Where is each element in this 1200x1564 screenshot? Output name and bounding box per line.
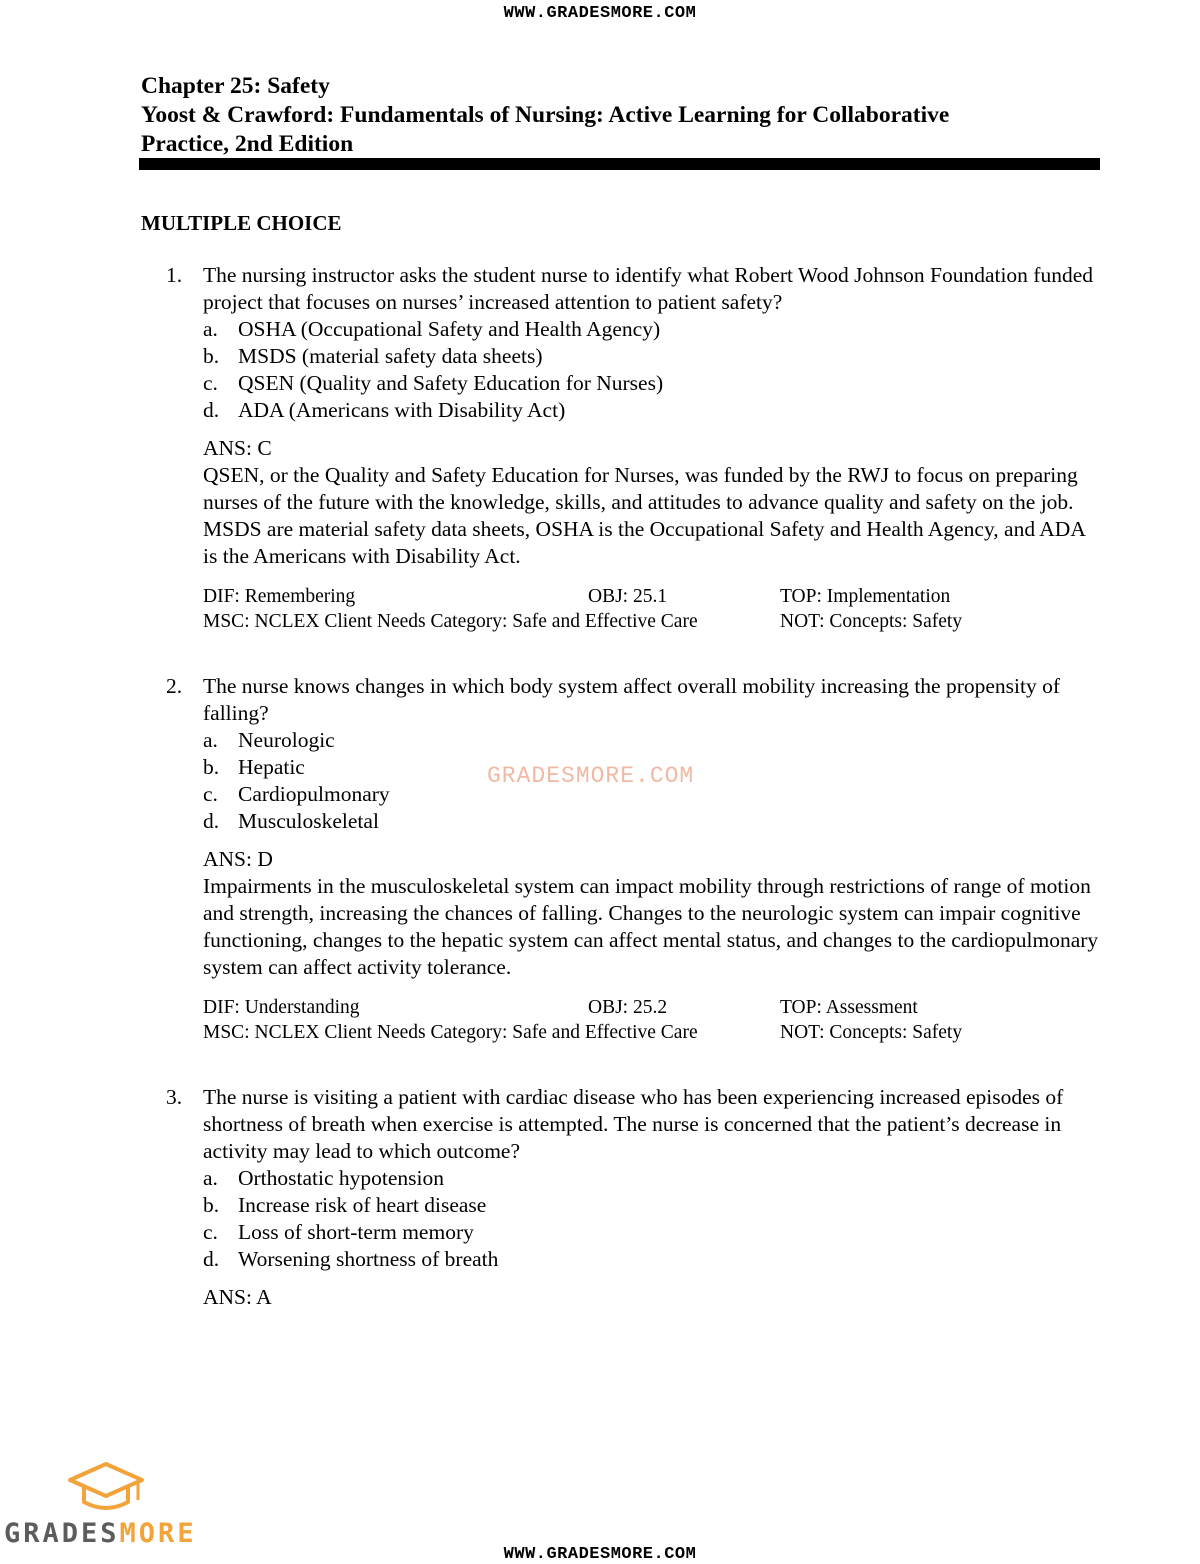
meta-msc: MSC: NCLEX Client Needs Category: Safe and Effective Care (203, 1022, 698, 1043)
option-list (203, 316, 1101, 424)
option-text: Musculoskeletal (238, 809, 379, 833)
option-text: MSDS (material safety data sheets) (238, 344, 543, 368)
bottom-url-banner: WWW.GRADESMORE.COM (503, 1545, 697, 1564)
rationale: QSEN, or the Quality and Safety Education for Nurses, was funded by the RWJ to focus on preparing nurses of the future with the knowledge, skills, and attitudes to advance quality and safety on the job. MSDS are material safety data sheets, OSHA is the Occupational Safety and Health Agency, and ADA is the Americans with Disability Act. (203, 463, 1085, 568)
question-3 (166, 1084, 1101, 1311)
logo-text-more: MORE (119, 1518, 197, 1549)
option-text: Neurologic (238, 728, 335, 752)
question-stem: The nurse is visiting a patient with cardiac disease who has been experiencing increased episodes of shortness of breath when exercise is attempted. The nurse is concerned that the patient’s decrease in activity may lead to which outcome? (203, 1085, 1064, 1163)
option-letter: d. (203, 398, 220, 422)
option-letter: c. (203, 782, 218, 806)
chapter-title: Chapter 25: Safety (141, 73, 330, 99)
option-letter: c. (203, 1220, 218, 1244)
option-text: Worsening shortness of breath (238, 1247, 499, 1271)
section-title: MULTIPLE CHOICE (141, 211, 342, 235)
header-divider (139, 158, 1100, 170)
option-d (203, 1246, 1101, 1273)
option-letter: a. (203, 1166, 218, 1190)
option-letter: b. (203, 344, 220, 368)
graduation-cap-icon (66, 1460, 146, 1518)
meta-top: TOP: Implementation (780, 586, 951, 607)
option-c (203, 370, 1101, 397)
option-letter: d. (203, 809, 220, 833)
answer: ANS: A (203, 1285, 272, 1309)
option-c (203, 1219, 1101, 1246)
option-d (203, 808, 1101, 835)
top-url-banner: WWW.GRADESMORE.COM (503, 4, 697, 23)
option-letter: a. (203, 317, 218, 341)
watermark: GRADESMORE.COM (487, 763, 695, 789)
option-letter: d. (203, 1247, 220, 1271)
question-metadata (203, 584, 1101, 634)
option-b (203, 1192, 1101, 1219)
logo-text-grades: GRADES (4, 1518, 120, 1549)
option-letter: b. (203, 1193, 220, 1217)
option-a (203, 316, 1101, 343)
question-stem: The nursing instructor asks the student nurse to identify what Robert Wood Johnson Foundation funded project that focuses on nurses’ increased attention to patient safety? (203, 263, 1094, 314)
meta-msc: MSC: NCLEX Client Needs Category: Safe and Effective Care (203, 611, 698, 632)
option-letter: a. (203, 728, 218, 752)
meta-obj: OBJ: 25.1 (588, 586, 668, 607)
option-text: Hepatic (238, 755, 305, 779)
question-number: 3. (166, 1085, 183, 1109)
gradesmore-logo (4, 1460, 204, 1550)
question-number: 1. (166, 263, 183, 287)
option-text: OSHA (Occupational Safety and Health Agency) (238, 317, 661, 341)
option-b (203, 343, 1101, 370)
option-text: ADA (Americans with Disability Act) (238, 398, 566, 422)
book-title-line2: Practice, 2nd Edition (141, 131, 354, 157)
meta-dif: DIF: Understanding (203, 997, 360, 1018)
option-list (203, 1165, 1101, 1273)
option-a (203, 727, 1101, 754)
rationale: Impairments in the musculoskeletal system can impact mobility through restrictions of range of motion and strength, increasing the chances of falling. Changes to the neurologic system can impair cognitive functioning, changes to the hepatic system can affect mental status, and changes to the cardiopulmonary system can affect activity tolerance. (203, 874, 1099, 979)
option-a (203, 1165, 1101, 1192)
question-2 (166, 673, 1101, 1045)
option-text: Increase risk of heart disease (238, 1193, 487, 1217)
meta-dif: DIF: Remembering (203, 586, 356, 607)
question-stem: The nurse knows changes in which body system affect overall mobility increasing the propensity of falling? (203, 674, 1061, 725)
document-header (141, 72, 1101, 159)
option-letter: c. (203, 371, 218, 395)
option-text: Orthostatic hypotension (238, 1166, 445, 1190)
option-text: Cardiopulmonary (238, 782, 390, 806)
question-metadata (203, 995, 1101, 1045)
answer: ANS: D (203, 847, 273, 871)
option-text: QSEN (Quality and Safety Education for Nurses) (238, 371, 664, 395)
meta-obj: OBJ: 25.2 (588, 997, 668, 1018)
question-number: 2. (166, 674, 183, 698)
meta-not: NOT: Concepts: Safety (780, 1022, 963, 1043)
book-title-line1: Yoost & Crawford: Fundamentals of Nursing: Active Learning for Collaborative (141, 102, 950, 128)
meta-top: TOP: Assessment (780, 997, 918, 1018)
question-1 (166, 262, 1101, 634)
option-text: Loss of short-term memory (238, 1220, 474, 1244)
option-d (203, 397, 1101, 424)
meta-not: NOT: Concepts: Safety (780, 611, 963, 632)
answer: ANS: C (203, 436, 272, 460)
option-letter: b. (203, 755, 220, 779)
